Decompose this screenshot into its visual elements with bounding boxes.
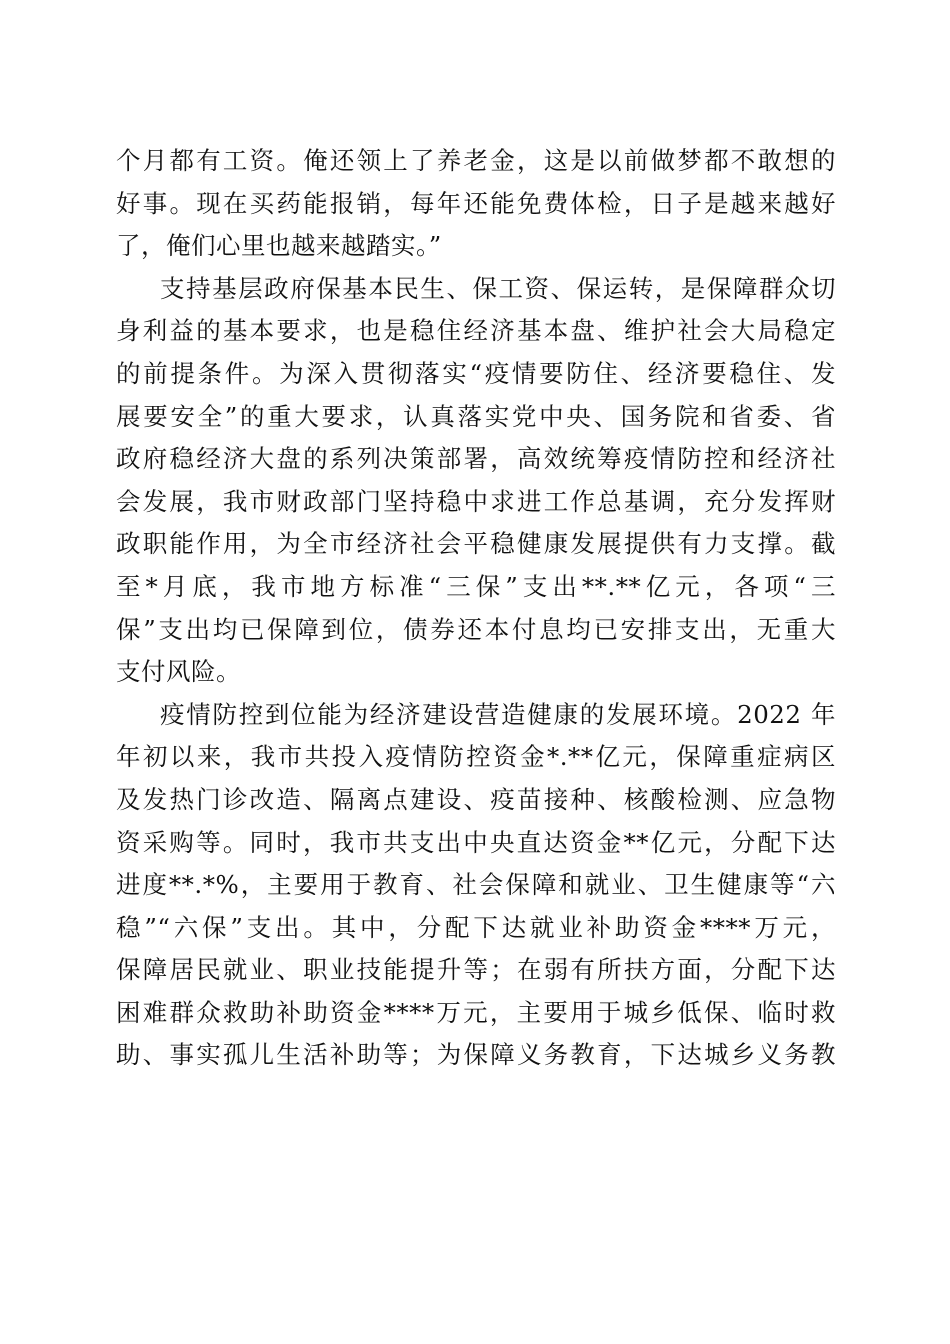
paragraph-2 bbox=[116, 268, 836, 694]
text-line: 稳”“六保”支出。其中，分配下达就业补助资金****万元， bbox=[116, 912, 836, 942]
text-line: 好事。现在买药能报销，每年还能免费体检，日子是越来越好 bbox=[116, 188, 836, 218]
text-line: 至*月底，我市地方标准“三保”支出**.**亿元，各项“三 bbox=[116, 571, 836, 601]
document-body bbox=[116, 140, 836, 1077]
text-line: 保”支出均已保障到位，债券还本付息均已安排支出，无重大 bbox=[116, 614, 836, 644]
text-line: 展要安全”的重大要求，认真落实党中央、国务院和省委、省 bbox=[116, 401, 836, 431]
text-line: 身利益的基本要求，也是稳住经济基本盘、维护社会大局稳定 bbox=[116, 316, 836, 346]
text-line: 的前提条件。为深入贯彻落实“疫情要防住、经济要稳住、发 bbox=[116, 358, 836, 388]
text-line: 支付风险。 bbox=[116, 657, 241, 687]
text-line: 助、事实孤儿生活补助等；为保障义务教育，下达城乡义务教 bbox=[116, 1040, 836, 1070]
text-line: 政府稳经济大盘的系列决策部署，高效统筹疫情防控和经济社 bbox=[116, 444, 836, 474]
text-line: 资采购等。同时，我市共支出中央直达资金**亿元，分配下达 bbox=[116, 827, 836, 857]
text-line: 进度**.*%，主要用于教育、社会保障和就业、卫生健康等“六 bbox=[116, 870, 836, 900]
text-line: 保障居民就业、职业技能提升等；在弱有所扶方面，分配下达 bbox=[116, 955, 836, 985]
text-line: 支持基层政府保基本民生、保工资、保运转，是保障群众切 bbox=[160, 273, 836, 303]
text-line: 及发热门诊改造、隔离点建设、疫苗接种、核酸检测、应急物 bbox=[116, 784, 836, 814]
text-line: 个月都有工资。俺还领上了养老金，这是以前做梦都不敢想的 bbox=[116, 146, 836, 175]
text-line: 了，俺们心里也越来越踏实。” bbox=[116, 231, 442, 261]
text-line: 政职能作用，为全市经济社会平稳健康发展提供有力支撑。截 bbox=[116, 529, 836, 559]
text-line: 困难群众救助补助资金****万元，主要用于城乡低保、临时救 bbox=[116, 997, 836, 1027]
text-line: 疫情防控到位能为经济建设营造健康的发展环境。2022 年 bbox=[160, 699, 836, 729]
paragraph-3 bbox=[116, 694, 836, 1077]
text-line: 年初以来，我市共投入疫情防控资金*.**亿元，保障重症病区 bbox=[116, 742, 836, 772]
paragraph-1 bbox=[116, 140, 836, 268]
text-line: 会发展，我市财政部门坚持稳中求进工作总基调，充分发挥财 bbox=[116, 486, 836, 516]
